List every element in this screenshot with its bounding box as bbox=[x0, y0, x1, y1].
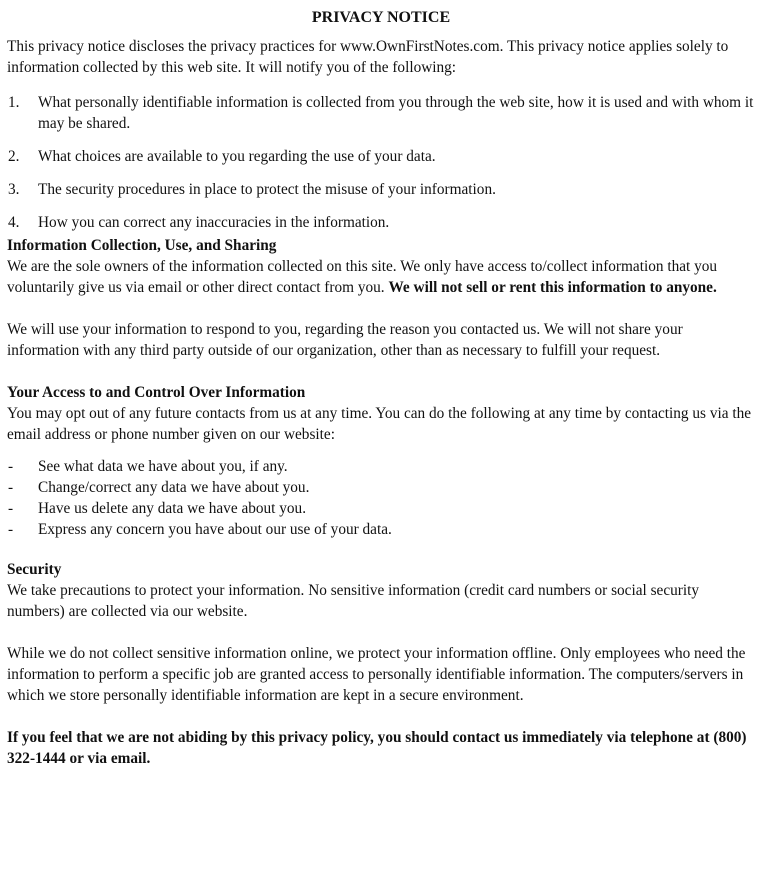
list-item bbox=[7, 519, 755, 540]
list-number: 4. bbox=[8, 214, 20, 231]
list-item-text: What choices are available to you regarding the use of your data. bbox=[38, 148, 436, 165]
list-number: 3. bbox=[8, 181, 20, 198]
collection-heading: Information Collection, Use, and Sharing bbox=[7, 237, 277, 254]
list-item bbox=[7, 477, 755, 498]
list-item bbox=[7, 456, 755, 477]
page-title: PRIVACY NOTICE bbox=[311, 9, 451, 26]
list-item-text: See what data we have about you, if any. bbox=[38, 458, 288, 475]
collection-paragraph-2: We will use your information to respond to you, regarding the reason you contacted us. We will not share your information with any third party outside of our organization, other than as necessary to fulfill your request. bbox=[7, 321, 683, 359]
access-paragraph: You may opt out of any future contacts from us at any time. You can do the following at any time by contacting us via the email address or phone number given on our website: bbox=[7, 405, 752, 443]
dash-bullet: - bbox=[8, 479, 14, 496]
list-item-text: Change/correct any data we have about you. bbox=[38, 479, 310, 496]
list-number: 1. bbox=[8, 94, 20, 111]
dash-bullet: - bbox=[8, 458, 14, 475]
access-heading: Your Access to and Control Over Information bbox=[7, 384, 306, 401]
list-item bbox=[7, 212, 755, 233]
list-item bbox=[7, 146, 755, 167]
list-item-text: How you can correct any inaccuracies in the information. bbox=[38, 214, 390, 231]
collection-paragraph-1-bold: We will not sell or rent this information to anyone. bbox=[388, 279, 717, 296]
intro-paragraph: This privacy notice discloses the privacy practices for www.OwnFirstNotes.com. This privacy notice applies solely to information collected by this web site. It will notify you of the following: bbox=[7, 38, 729, 76]
closing-statement: If you feel that we are not abiding by this privacy policy, you should contact us immediately via telephone at (800) 322-1444 or via email. bbox=[7, 729, 747, 767]
security-paragraph-2: While we do not collect sensitive information online, we protect your information offline. Only employees who need the information to perform a specific job are granted access to personally identifiable information. The computers/servers in which we store personally identifiable information are kept in a secure environment. bbox=[7, 645, 746, 704]
list-item-text: Express any concern you have about our use of your data. bbox=[38, 521, 392, 538]
list-item bbox=[7, 498, 755, 519]
notice-topics-list bbox=[7, 92, 755, 233]
security-heading: Security bbox=[7, 561, 62, 578]
list-item-text: The security procedures in place to protect the misuse of your information. bbox=[38, 181, 496, 198]
document-page bbox=[7, 7, 755, 769]
security-paragraph-1: We take precautions to protect your information. No sensitive information (credit card numbers or social security numbers) are collected via our website. bbox=[7, 582, 700, 620]
list-item-text: Have us delete any data we have about you. bbox=[38, 500, 307, 517]
access-options-list bbox=[7, 456, 755, 540]
collection-paragraph-1-text: We are the sole owners of the information collected on this site. We only have access to/collect information that you voluntarily give us via email or other direct contact from you. bbox=[7, 258, 718, 296]
list-item-text: What personally identifiable information is collected from you through the web site, how it is used and with whom it may be shared. bbox=[38, 94, 754, 132]
list-item bbox=[7, 92, 755, 134]
list-item bbox=[7, 179, 755, 200]
list-number: 2. bbox=[8, 148, 20, 165]
collection-paragraph-1 bbox=[7, 256, 755, 298]
dash-bullet: - bbox=[8, 500, 14, 517]
dash-bullet: - bbox=[8, 521, 14, 538]
